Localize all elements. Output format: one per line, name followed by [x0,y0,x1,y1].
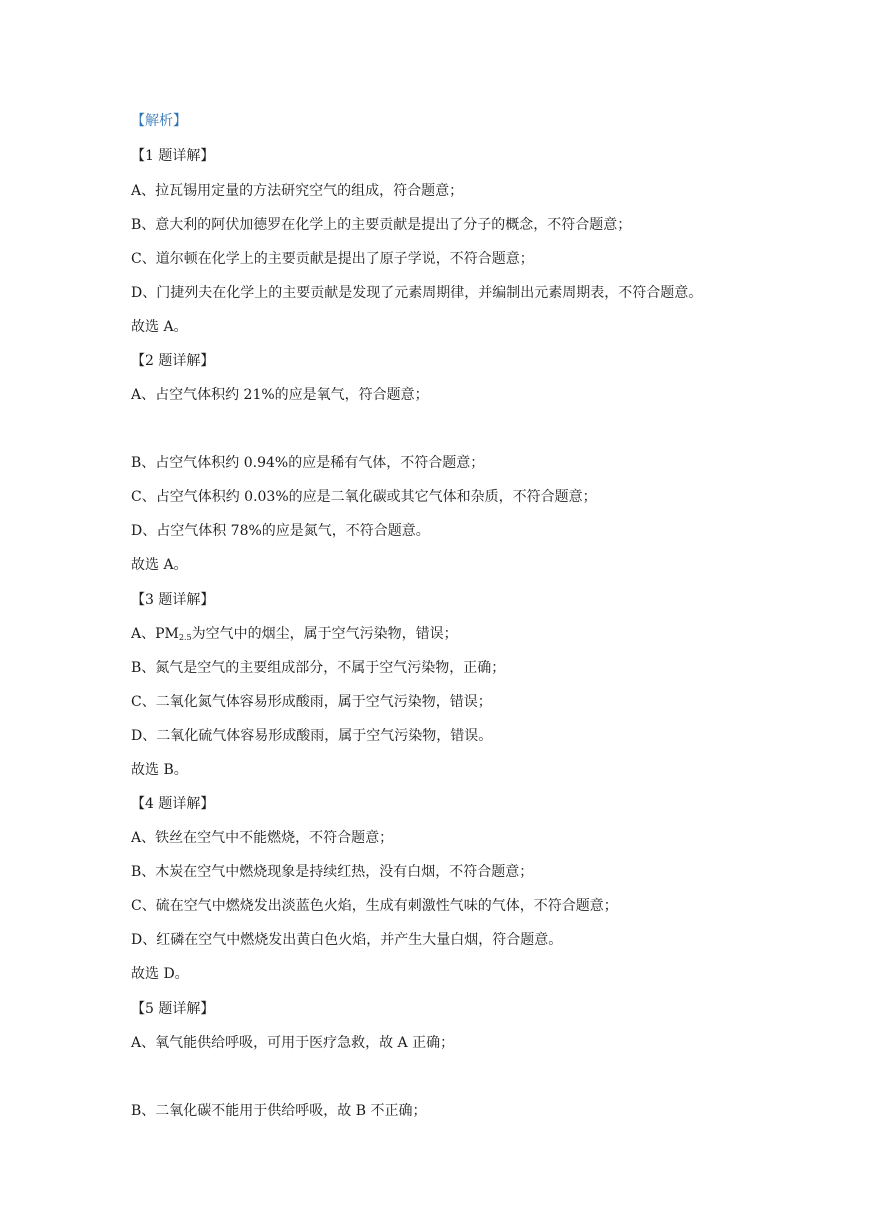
analysis-label: 【解析】 [131,113,187,129]
q4-option-b: B、木炭在空气中燃烧现象是持续红热，没有白烟，不符合题意； [131,864,534,880]
q3-option-a [131,624,458,648]
q3-heading: 【3 题详解】 [131,592,215,608]
q1-option-d: D、门捷列夫在化学上的主要贡献是发现了元素周期律，并编制出元素周期表，不符合题意。 [131,285,703,301]
q2-option-d: D、占空气体积 78%的应是氮气，不符合题意。 [131,523,430,539]
q2-heading: 【2 题详解】 [131,353,215,369]
q5-option-a: A、氧气能供给呼吸，可用于医疗急救，故 A 正确； [131,1035,455,1051]
q4-option-a: A、铁丝在空气中不能燃烧，不符合题意； [131,830,394,846]
q1-option-b: B、意大利的阿伏加德罗在化学上的主要贡献是提出了分子的概念，不符合题意； [131,217,632,233]
q1-heading: 【1 题详解】 [131,148,215,164]
q3-option-a-prefix: A、PM [131,626,179,642]
q2-option-c: C、占空气体积约 0.03%的应是二氧化碳或其它气体和杂质，不符合题意； [131,489,597,505]
q3-answer: 故选 B。 [131,762,188,778]
q1-answer: 故选 A。 [131,319,188,335]
q3-option-d: D、二氧化硫气体容易形成酸雨，属于空气污染物，错误。 [131,728,493,744]
q1-option-c: C、道尔顿在化学上的主要贡献是提出了原子学说，不符合题意； [131,251,534,267]
q2-option-b: B、占空气体积约 0.94%的应是稀有气体，不符合题意； [131,455,485,471]
q4-answer: 故选 D。 [131,966,189,982]
q3-option-c: C、二氧化氮气体容易形成酸雨，属于空气污染物，错误； [131,694,492,710]
q2-answer: 故选 A。 [131,557,188,573]
q3-option-a-subscript: 2.5 [178,633,192,642]
q1-option-a: A、拉瓦锡用定量的方法研究空气的组成，符合题意； [131,183,464,199]
q4-option-d: D、红磷在空气中燃烧发出黄白色火焰，并产生大量白烟，符合题意。 [131,932,563,948]
q3-option-a-suffix: 为空气中的烟尘，属于空气污染物，错误； [191,626,458,642]
q2-option-a: A、占空气体积约 21%的应是氧气，符合题意； [131,387,429,403]
q5-heading: 【5 题详解】 [131,1001,215,1017]
q4-heading: 【4 题详解】 [131,796,215,812]
q5-option-b: B、二氧化碳不能用于供给呼吸，故 B 不正确； [131,1103,427,1119]
q3-option-b: B、氮气是空气的主要组成部分，不属于空气污染物，正确； [131,660,506,676]
q4-option-c: C、硫在空气中燃烧发出淡蓝色火焰，生成有刺激性气味的气体，不符合题意； [131,898,618,914]
